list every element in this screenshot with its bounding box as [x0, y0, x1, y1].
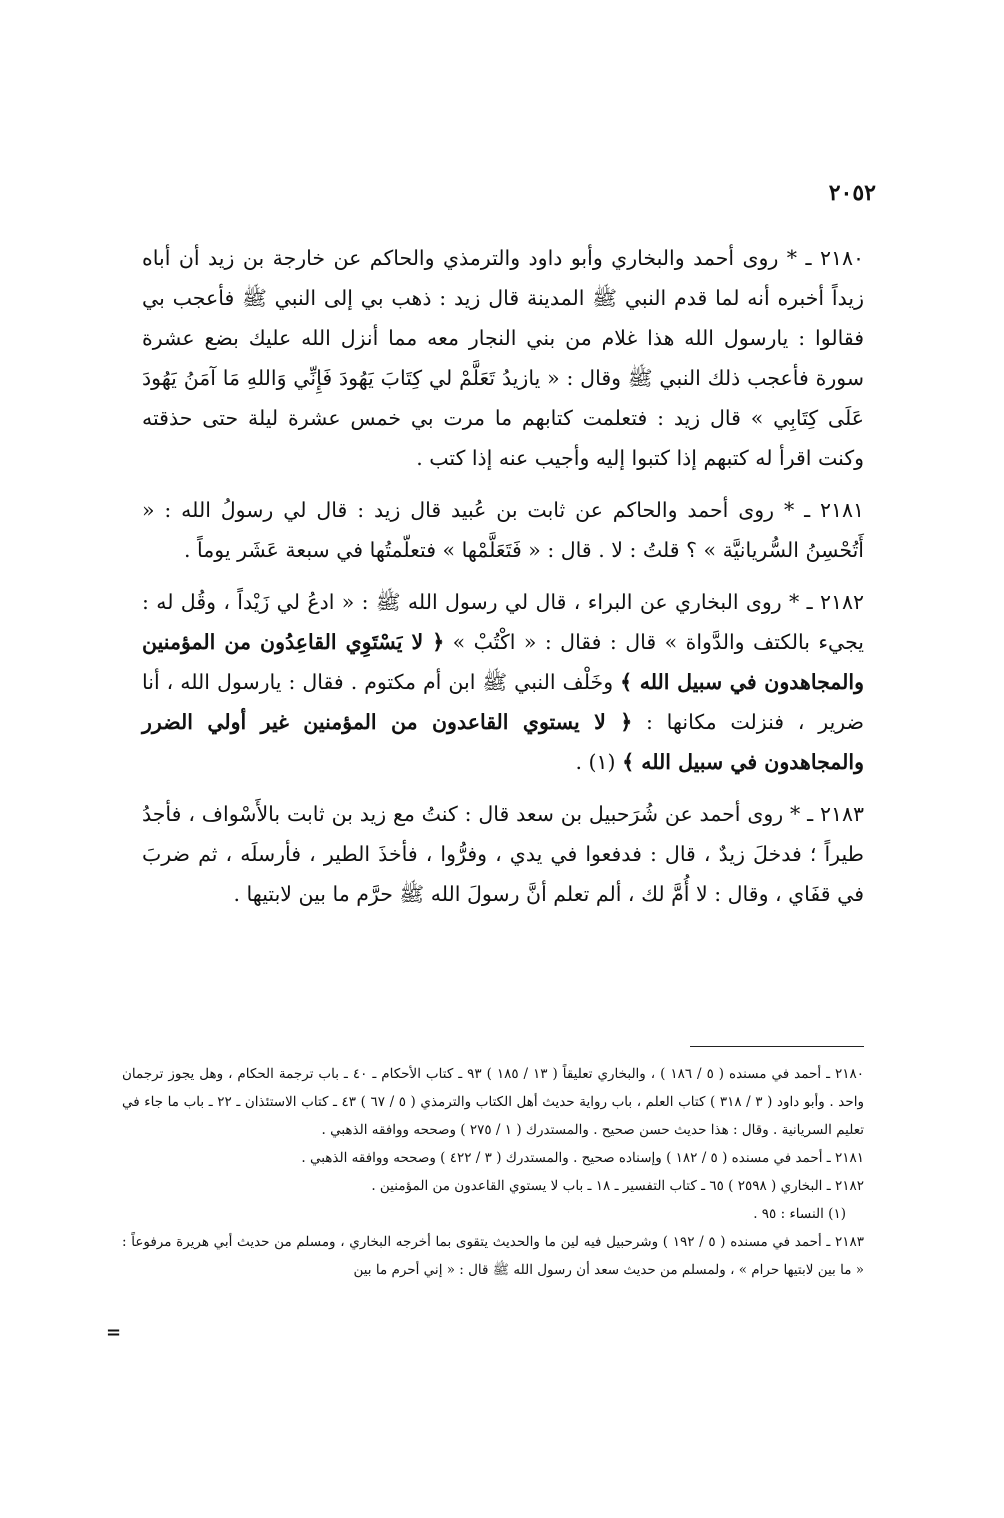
hadith-2182-middle: وخَلْف النبي ﷺ ابن أم مكتوم . فقال : يارسول الله ، أنا ضرير ، فنزلت مكانها : [142, 670, 864, 734]
continuation-mark: = [106, 1322, 122, 1343]
main-text [142, 238, 864, 926]
page-number: ٢٠٥٢ [828, 180, 876, 206]
hadith-2180: ٢١٨٠ ـ * روى أحمد والبخاري وأبو داود والترمذي والحاكم عن خارجة بن زيد أن أباه زيداً أخبره أنه لما قدم النبي ﷺ المدينة قال زيد : ذهب بي إلى النبي ﷺ فأعجب بي فقالوا : يارسول الله هذا غلام من بني النجار معه مما أنزل الله عليك بضع عشرة سورة فأعجب ذلك النبي ﷺ وقال : « يازيدُ تَعَلَّمْ لي كِتَابَ يَهُودَ فَإِنِّي وَاللهِ مَا آمَنُ يَهُودَ عَلَى كِتَابِي » قال زيد : فتعلمت كتابهم ما مرت بي خمس عشرة ليلة حتى حذقته وكنت اقرأ له كتبهم إذا كتبوا إليه وأجيب عنه إذا كتب . [142, 246, 864, 470]
hadith-2182-intro: ٢١٨٢ ـ * روى البخاري عن البراء ، قال لي رسول الله ﷺ : « ادعُ لي زَيْداً ، وقُل له : يجيء بالكتف والدَّواة » قال : فقال : « اكْتُبْ » [142, 590, 865, 654]
note-2182: ٢١٨٢ ـ البخاري ( ٢٥٩٨ ) ٦٥ ـ كتاب التفسير ـ ١٨ ـ باب لا يستوي القاعدون من المؤمنين . [371, 1178, 864, 1194]
quran-quote-1: ﴿ لا يَسْتَوِي القاعِدُون من المؤمنين والمجاهدون في سبيل الله ﴾ [142, 630, 864, 694]
note-2183: ٢١٨٣ ـ أحمد في مسنده ( ٥ / ١٩٢ ) وشرحبيل فيه لين ما والحديث يتقوى بما أخرجه البخاري ، ومسلم من حديث أبي هريرة مرفوعاً : « ما بين لابتيها حرام » ، ولمسلم من حديث سعد أن رسول الله ﷺ قال : « إني أحرم ما بين [122, 1234, 865, 1278]
hadith-2182 [142, 582, 864, 782]
footnote-ref: (١) . [575, 750, 623, 774]
quran-quote-2: ﴿ لا يستوي القاعدون من المؤمنين غير أولي الضرر والمجاهدون في سبيل الله ﴾ [142, 710, 864, 774]
hadith-2183: ٢١٨٣ ـ * روى أحمد عن شُرَحبيل بن سعد قال : كنتُ مع زيد بن ثابت بالأَسْواف ، فأجدُ طيراً ؛ فدخلَ زيدٌ ، قال : فدفعوا في يدي ، وفرُّوا ، فأخذَ الطير ، فأرسلَه ، ثم ضربَ في قفَاي ، وقال : لا أُمَّ لك ، ألم تعلم أنَّ رسولَ الله ﷺ حرَّم ما بين لابتيها . [142, 802, 864, 906]
footnotes [122, 1060, 864, 1284]
note-2180: ٢١٨٠ ـ أحمد في مسنده ( ٥ / ١٨٦ ) ، والبخاري تعليقاً ( ١٣ / ١٨٥ ) ٩٣ ـ كتاب الأحكام ـ ٤٠ ـ باب ترجمة الحكام ، وهل يجوز ترجمان واحد . وأبو داود ( ٣ / ٣١٨ ) كتاب العلم ، باب رواية حديث أهل الكتاب والترمذي ( ٥ / ٦٧ ) ٤٣ ـ كتاب الاستئذان ـ ٢٢ ـ باب ما جاء في تعليم السريانية . وقال : هذا حديث حسن صحيح . والمستدرك ( ١ / ٢٧٥ ) وصححه ووافقه الذهبي . [122, 1066, 864, 1138]
hadith-2181: ٢١٨١ ـ * روى أحمد والحاكم عن ثابت بن عُبيد قال زيد : قال لي رسولُ الله : « أَتُحْسِنُ السُّريانيَّة » ؟ قلتُ : لا . قال : « فَتَعَلَّمْها » فتعلّمتُها في سبعة عَشَر يوماً . [142, 498, 864, 562]
footnote-1: (١) النساء : ٩٥ . [753, 1206, 846, 1222]
footnote-divider [690, 1046, 864, 1047]
note-2181: ٢١٨١ ـ أحمد في مسنده ( ٥ / ١٨٢ ) وإسناده صحيح . والمستدرك ( ٣ / ٤٢٢ ) وصححه ووافقه الذهبي . [301, 1150, 864, 1166]
